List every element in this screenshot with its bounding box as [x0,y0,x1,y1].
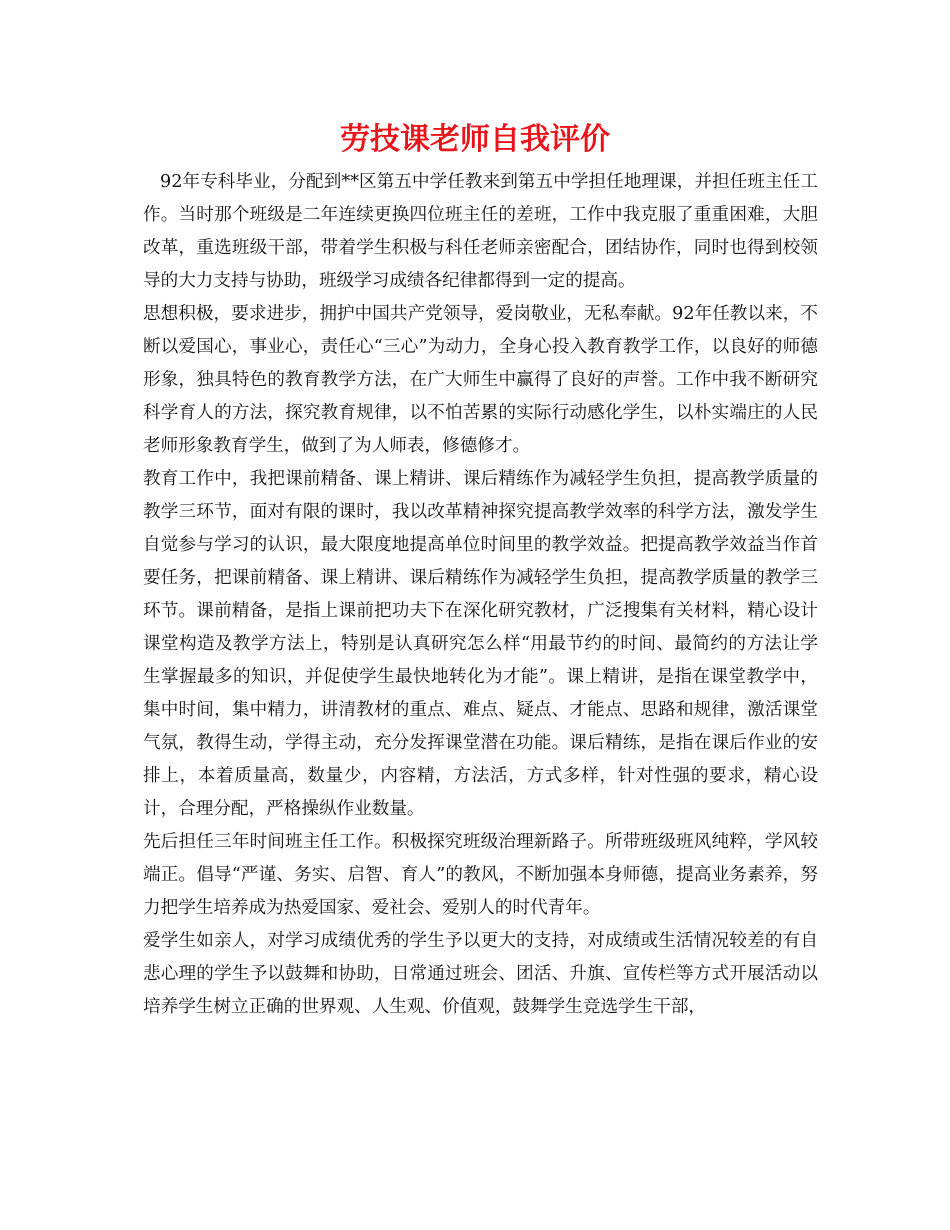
document-title: 劳技课老师自我评价 [340,122,610,157]
paragraph-head-teacher: 先后担任三年时间班主任工作。积极探究班级治理新路子。所带班级班风纯粹，学风较端正。倡导“严谨、务实、启智、育人”的教风，不断加强本身师德，提高业务素养，努力把学生培养成为热爱国家、爱社会、爱别人的时代青年。 [143,832,818,918]
document-body [143,166,818,1024]
paragraph-graduation: 92年专科毕业，分配到**区第五中学任教来到第五中学担任地理课，并担任班主任工作。当时那个班级是二年连续更换四位班主任的差班，工作中我克服了重重困难，大胆改革，重选班级干部，带着学生积极与科任老师亲密配合，团结协作，同时也得到校领导的大力支持与协助，班级学习成绩各纪律都得到一定的提高。 [143,172,818,291]
paragraph-ideology: 思想积极，要求进步，拥护中国共产党领导，爱岗敬业，无私奉献。92年任教以来，不断以爱国心，事业心，责任心“三心”为动力，全身心投入教育教学工作，以良好的师德形象，独具特色的教育教学方法，在广大师生中赢得了良好的声誉。工作中我不断研究科学育人的方法，探究教育规律，以不怕苦累的实际行动感化学生，以朴实端庄的人民老师形象教育学生，做到了为人师表，修德修才。 [143,304,818,456]
paragraph-care-students: 爱学生如亲人，对学习成绩优秀的学生予以更大的支持，对成绩或生活情况较差的有自悲心理的学生予以鼓舞和协助，日常通过班会、团活、升旗、宣传栏等方式开展活动以培养学生树立正确的世界观、人生观、价值观，鼓舞学生竞选学生干部， [143,931,818,1017]
paragraph-teaching: 教育工作中，我把课前精备、课上精讲、课后精练作为减轻学生负担，提高教学质量的教学三环节，面对有限的课时，我以改革精神探究提高教学效率的科学方法，激发学生自觉参与学习的认识，最大限度地提高单位时间里的教学效益。把提高教学效益当作首要任务，把课前精备、课上精讲、课后精练作为减轻学生负担，提高教学质量的教学三环节。课前精备，是指上课前把功夫下在深化研究教材，广泛搜集有关材料，精心设计课堂构造及教学方法上，特别是认真研究怎么样“用最节约的时间、最简约的方法让学生掌握最多的知识，并促使学生最快地转化为才能”。课上精讲，是指在课堂教学中，集中时间，集中精力，讲清教材的重点、难点、疑点、才能点、思路和规律，激活课堂气氛，教得生动，学得主动，充分发挥课堂潜在功能。课后精练，是指在课后作业的安排上，本着质量高，数量少，内容精，方法活，方式多样，针对性强的要求，精心设计，合理分配，严格操纵作业数量。 [143,469,818,819]
